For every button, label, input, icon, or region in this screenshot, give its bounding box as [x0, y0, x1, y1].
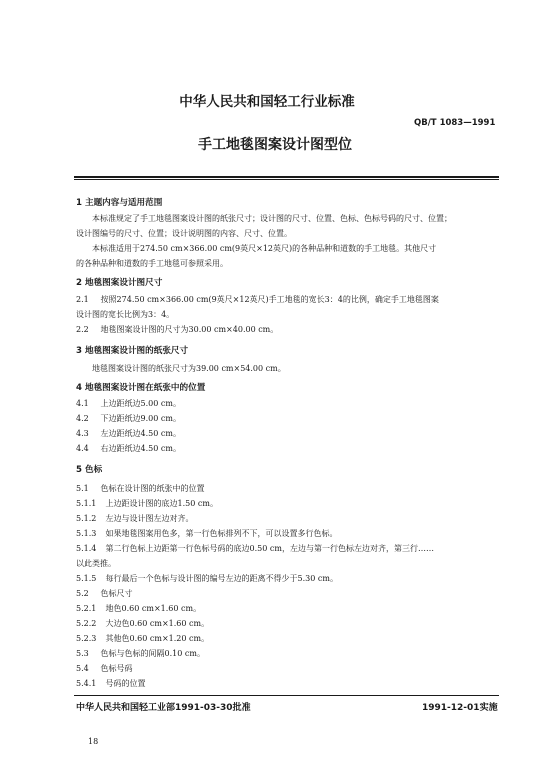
header-rule-thick	[74, 176, 499, 178]
clause-text: 上边距纸边5.00 cm。	[100, 399, 181, 408]
clause-text: 地色0.60 cm×1.60 cm。	[105, 604, 202, 613]
clause-text: 地毯图案设计图的尺寸为30.00 cm×40.00 cm。	[100, 325, 279, 334]
clause-number: 4.2	[76, 414, 89, 423]
clause-5-1	[76, 483, 205, 495]
clause-text: 左边距纸边4.50 cm。	[100, 429, 181, 438]
document-title: 手工地毯图案设计图型位	[198, 137, 352, 153]
clause-4-1	[76, 398, 181, 410]
clause-5-2-3	[76, 633, 209, 645]
effective-date: 1991-12-01实施	[422, 703, 498, 713]
clause-5-1-2	[76, 513, 194, 525]
clause-number: 5.1.1	[76, 499, 97, 508]
standard-category-title: 中华人民共和国轻工行业标准	[179, 94, 355, 110]
clause-text: 第二行色标上边距第一行色标号码的底边0.50 cm，左边与第一行色标左边对齐，第三行……	[105, 544, 434, 553]
clause-5-2-1	[76, 603, 201, 615]
clause-5-2	[76, 588, 133, 600]
section-2-heading: 2 地毯图案设计图尺寸	[76, 278, 163, 288]
clause-text: 色标与色标的间隔0.10 cm。	[100, 649, 205, 658]
clause-number: 5.1.3	[76, 529, 97, 538]
clause-5-4-1	[76, 678, 146, 690]
clause-2-2	[76, 324, 278, 336]
clause-number: 5.1.4	[76, 544, 97, 553]
section-1-para-1: 本标准规定了手工地毯图案设计图的纸张尺寸；设计图的尺寸、位置、色标、色标号码的尺寸、位置；	[92, 214, 452, 223]
clause-number: 5.1.2	[76, 514, 97, 523]
section-3-para: 地毯图案设计图的纸张尺寸为39.00 cm×54.00 cm。	[92, 364, 286, 373]
clause-4-3	[76, 428, 181, 440]
clause-number: 5.4.1	[76, 679, 97, 688]
clause-4-4	[76, 443, 181, 455]
clause-text: 色标尺寸	[100, 589, 133, 598]
clause-2-1	[76, 294, 439, 306]
approval-statement: 中华人民共和国轻工业部1991-03-30批准	[76, 703, 251, 713]
clause-text: 上边距设计图的底边1.50 cm。	[105, 499, 218, 508]
clause-5-3	[76, 648, 205, 660]
clause-number: 5.4	[76, 664, 89, 673]
clause-number: 5.2.2	[76, 619, 97, 628]
header-rule-thin	[74, 179, 499, 180]
section-1-para-1-cont: 设计图编号的尺寸、位置；设计说明图的内容、尺寸、位置。	[76, 229, 292, 238]
standard-code: QB/T 1083—1991	[414, 118, 496, 128]
clause-number: 2.2	[76, 325, 89, 334]
clause-number: 5.2.1	[76, 604, 97, 613]
clause-number: 5.2	[76, 589, 89, 598]
clause-text: 按照274.50 cm×366.00 cm(9英尺×12英尺)手工地毯的宽长3：4的比例，确定手工地毯图案	[100, 295, 439, 304]
clause-text: 如果地毯图案用色多，第一行色标排列不下，可以设置多行色标。	[105, 529, 338, 538]
clause-5-1-4-cont: 以此类推。	[76, 559, 116, 568]
clause-number: 4.1	[76, 399, 89, 408]
clause-5-4	[76, 663, 133, 675]
clause-text: 号码的位置	[105, 679, 146, 688]
clause-number: 5.1.5	[76, 574, 97, 583]
section-1-para-2: 本标准适用于274.50 cm×366.00 cm(9英尺×12英尺)的各种品种和道数的手工地毯。其他尺寸	[92, 244, 437, 253]
clause-5-2-2	[76, 618, 209, 630]
page-number: 18	[88, 737, 99, 746]
clause-text: 大边色0.60 cm×1.60 cm。	[105, 619, 210, 628]
clause-number: 5.3	[76, 649, 89, 658]
section-5-heading: 5 色标	[76, 465, 103, 475]
clause-text: 每行最后一个色标与设计图的编号左边的距离不得少于5.30 cm。	[105, 574, 338, 583]
clause-number: 2.1	[76, 295, 89, 304]
clause-number: 4.3	[76, 429, 89, 438]
clause-text: 色标号码	[100, 664, 133, 673]
clause-number: 5.2.3	[76, 634, 97, 643]
clause-5-1-1	[76, 498, 218, 510]
clause-text: 右边距纸边4.50 cm。	[100, 444, 181, 453]
section-3-heading: 3 地毯图案设计图的纸张尺寸	[76, 346, 189, 356]
section-1-para-2-cont: 的各种品种和道数的手工地毯可参照采用。	[76, 259, 228, 268]
clause-text: 其他色0.60 cm×1.20 cm。	[105, 634, 210, 643]
clause-number: 4.4	[76, 444, 89, 453]
clause-5-1-4	[76, 543, 434, 555]
clause-text: 左边与设计图左边对齐。	[105, 514, 194, 523]
clause-5-1-5	[76, 573, 338, 585]
section-4-heading: 4 地毯图案设计图在纸张中的位置	[76, 383, 206, 393]
clause-2-1-cont: 设计图的宽长比例为3：4。	[76, 310, 175, 319]
clause-number: 5.1	[76, 484, 89, 493]
footer-rule	[74, 695, 499, 696]
clause-text: 下边距纸边9.00 cm。	[100, 414, 181, 423]
clause-text: 色标在设计图的纸张中的位置	[100, 484, 205, 493]
clause-4-2	[76, 413, 181, 425]
section-1-heading: 1 主题内容与适用范围	[76, 198, 163, 208]
clause-5-1-3	[76, 528, 338, 540]
